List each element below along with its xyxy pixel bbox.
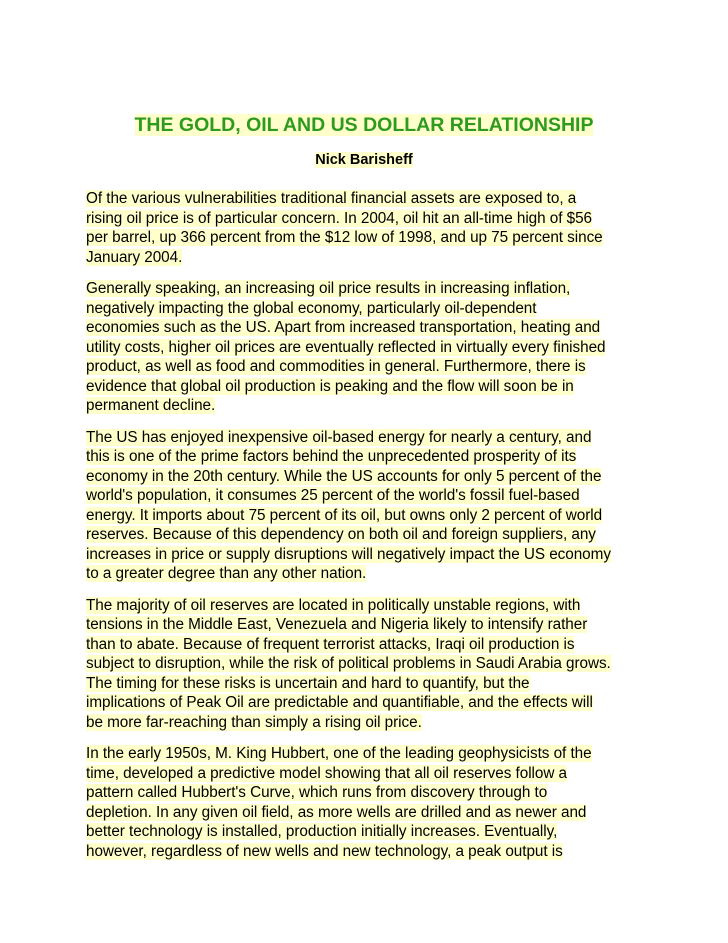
text-line-content: negatively impacting the global economy, particularly oil-dependent (86, 299, 537, 317)
paragraph (86, 189, 656, 267)
text-line-content: pattern called Hubbert's Curve, which runs from discovery through to (86, 784, 548, 801)
text-line-content: however, regardless of new wells and new technology, a peak output is (86, 842, 563, 860)
text-line (86, 228, 656, 248)
paragraph (86, 279, 656, 416)
text-line (86, 693, 656, 713)
text-line (86, 635, 656, 655)
text-line (86, 279, 656, 299)
text-line-content: evidence that global oil production is peaking and the flow will soon be in (86, 377, 574, 395)
text-line-content: product, as well as food and commodities in general. Furthermore, there is (86, 358, 586, 375)
text-line (86, 744, 656, 764)
text-line-content: increases in price or supply disruptions will negatively impact the US economy (86, 545, 611, 563)
text-line (86, 486, 656, 506)
text-line (86, 396, 656, 416)
document-author (0, 150, 728, 170)
text-line (86, 428, 656, 448)
text-line-content: implications of Peak Oil are predictable and quantifiable, and the effects will (86, 694, 593, 711)
text-line-content: economies such as the US. Apart from increased transportation, heating and (86, 319, 601, 336)
text-line (86, 803, 656, 823)
text-line-content: better technology is installed, production initially increases. Eventually, (86, 823, 558, 840)
text-line (86, 654, 656, 674)
text-line (86, 713, 656, 733)
text-line-content: economy in the 20th century. While the US accounts for only 5 percent of the (86, 467, 602, 485)
document-author-text: Nick Barisheff (315, 152, 413, 168)
text-line (86, 822, 656, 842)
text-line-content: energy. It imports about 75 percent of its oil, but owns only 2 percent of world (86, 506, 603, 524)
paragraph (86, 428, 656, 584)
text-line-content: Generally speaking, an increasing oil price results in increasing inflation, (86, 280, 571, 297)
text-line-content: world's population, it consumes 25 percent of the world's fossil fuel-based (86, 487, 580, 504)
text-line (86, 338, 656, 358)
text-line-content: per barrel, up 366 percent from the $12 low of 1998, and up 75 percent since (86, 229, 603, 246)
text-line-content: be more far-reaching than simply a rising oil price. (86, 713, 422, 731)
text-line (86, 357, 656, 377)
text-line-content: permanent decline. (86, 397, 216, 414)
text-line-content: time, developed a predictive model showing that all oil reserves follow a (86, 764, 568, 782)
text-line-content: The majority of oil reserves are located in politically unstable regions, with (86, 596, 581, 614)
text-line (86, 209, 656, 229)
text-line-content: Of the various vulnerabilities traditional financial assets are exposed to, a (86, 190, 577, 207)
text-line-content: than to abate. Because of frequent terrorist attacks, Iraqi oil production is (86, 635, 575, 653)
text-line (86, 447, 656, 467)
text-line (86, 299, 656, 319)
text-line (86, 764, 656, 784)
text-line-content: reserves. Because of this dependency on both oil and foreign suppliers, any (86, 526, 596, 543)
text-line (86, 674, 656, 694)
text-line (86, 783, 656, 803)
text-line-content: tensions in the Middle East, Venezuela and Nigeria likely to intensify rather (86, 616, 588, 633)
text-line-content: The timing for these risks is uncertain and hard to quantify, but the (86, 674, 530, 692)
text-line (86, 525, 656, 545)
text-line-content: rising oil price is of particular concern. In 2004, oil hit an all-time high of $56 (86, 209, 593, 227)
text-line (86, 189, 656, 209)
text-line (86, 564, 656, 584)
text-line (86, 248, 656, 268)
text-line-content: this is one of the prime factors behind the unprecedented prosperity of its (86, 448, 577, 465)
text-line-content: subject to disruption, while the risk of political problems in Saudi Arabia grows. (86, 655, 611, 672)
document-title (0, 112, 728, 138)
document-body (86, 189, 656, 873)
text-line (86, 615, 656, 635)
text-line (86, 506, 656, 526)
text-line-content: utility costs, higher oil prices are eventually reflected in virtually every finished (86, 338, 606, 356)
text-line (86, 377, 656, 397)
text-line-content: In the early 1950s, M. King Hubbert, one of the leading geophysicists of the (86, 745, 592, 762)
text-line (86, 842, 656, 862)
text-line-content: depletion. In any given oil field, as more wells are drilled and as newer and (86, 803, 587, 821)
text-line-content: January 2004. (86, 248, 183, 266)
text-line (86, 596, 656, 616)
text-line (86, 545, 656, 565)
text-line-content: to a greater degree than any other nation. (86, 565, 367, 582)
document-title-text: THE GOLD, OIL AND US DOLLAR RELATIONSHIP (134, 114, 594, 136)
paragraph (86, 596, 656, 733)
text-line-content: The US has enjoyed inexpensive oil-based energy for nearly a century, and (86, 428, 592, 446)
text-line (86, 467, 656, 487)
paragraph (86, 744, 656, 861)
text-line (86, 318, 656, 338)
